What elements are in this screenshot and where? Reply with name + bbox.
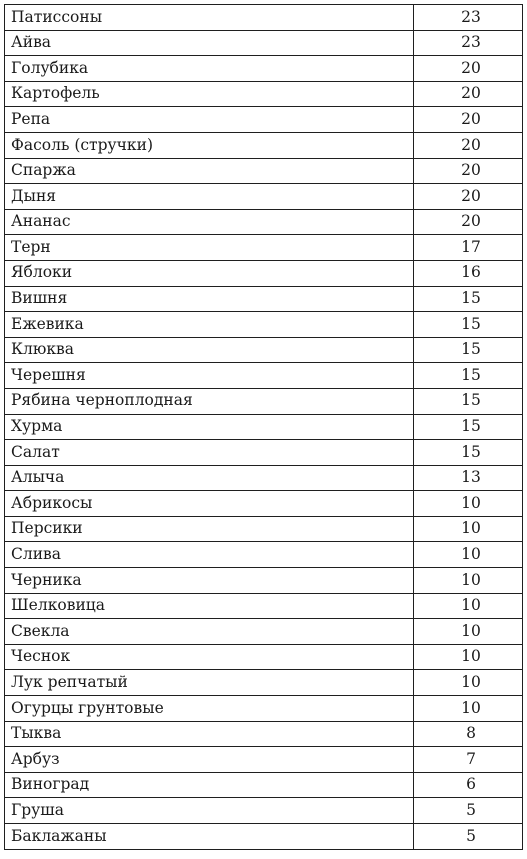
product-value-cell: 10 [414,593,523,619]
product-value-cell: 23 [414,5,523,31]
table-row [5,440,523,466]
product-value-cell: 10 [414,619,523,645]
table-row [5,337,523,363]
table-row [5,568,523,594]
product-name-cell: Фасоль (стручки) [5,132,414,158]
product-value-cell: 20 [414,184,523,210]
product-name-cell: Яблоки [5,260,414,286]
product-name-cell: Репа [5,107,414,133]
table-row [5,619,523,645]
table-row [5,363,523,389]
product-value-cell: 15 [414,312,523,338]
table-row [5,772,523,798]
product-name-cell: Виноград [5,772,414,798]
product-value-cell: 20 [414,107,523,133]
product-value-cell: 5 [414,798,523,824]
product-name-cell: Шелковица [5,593,414,619]
table-row [5,542,523,568]
product-name-cell: Черника [5,568,414,594]
product-name-cell: Ананас [5,209,414,235]
product-value-cell: 20 [414,132,523,158]
product-value-cell: 16 [414,260,523,286]
product-value-cell: 6 [414,772,523,798]
table-row [5,260,523,286]
product-value-cell: 15 [414,363,523,389]
product-value-cell: 20 [414,81,523,107]
product-name-cell: Слива [5,542,414,568]
product-value-cell: 15 [414,440,523,466]
product-name-cell: Вишня [5,286,414,312]
product-name-cell: Баклажаны [5,824,414,850]
table-row [5,81,523,107]
table-row [5,593,523,619]
product-value-cell: 10 [414,644,523,670]
product-value-cell: 10 [414,568,523,594]
product-value-cell: 15 [414,414,523,440]
product-name-cell: Дыня [5,184,414,210]
product-value-cell: 17 [414,235,523,261]
product-name-cell: Спаржа [5,158,414,184]
table-row [5,5,523,31]
product-value-cell: 20 [414,209,523,235]
product-name-cell: Терн [5,235,414,261]
product-name-cell: Чеснок [5,644,414,670]
table-row [5,747,523,773]
product-name-cell: Свекла [5,619,414,645]
product-value-cell: 10 [414,516,523,542]
product-value-cell: 10 [414,670,523,696]
table-row [5,30,523,56]
product-value-cell: 10 [414,542,523,568]
product-name-cell: Персики [5,516,414,542]
table-row [5,388,523,414]
product-value-cell: 20 [414,158,523,184]
table-row [5,644,523,670]
product-name-cell: Черешня [5,363,414,389]
table-row [5,696,523,722]
table-row [5,132,523,158]
product-name-cell: Ежевика [5,312,414,338]
product-name-cell: Клюква [5,337,414,363]
table-body [5,5,523,850]
table-row [5,312,523,338]
table-row [5,721,523,747]
product-name-cell: Огурцы грунтовые [5,696,414,722]
product-value-cell: 15 [414,388,523,414]
product-name-cell: Груша [5,798,414,824]
product-value-cell: 5 [414,824,523,850]
table-row [5,107,523,133]
product-value-cell: 15 [414,337,523,363]
table-row [5,209,523,235]
product-name-cell: Арбуз [5,747,414,773]
table-row [5,286,523,312]
product-value-cell: 10 [414,491,523,517]
product-value-cell: 13 [414,465,523,491]
product-value-cell: 15 [414,286,523,312]
table-row [5,414,523,440]
product-name-cell: Салат [5,440,414,466]
product-table [4,4,523,850]
product-name-cell: Патиссоны [5,5,414,31]
table-row [5,824,523,850]
product-name-cell: Картофель [5,81,414,107]
product-value-cell: 23 [414,30,523,56]
product-name-cell: Абрикосы [5,491,414,517]
table-row [5,516,523,542]
table-row [5,158,523,184]
table-row [5,235,523,261]
product-name-cell: Голубика [5,56,414,82]
table-row [5,798,523,824]
table-row [5,465,523,491]
product-value-cell: 20 [414,56,523,82]
product-name-cell: Айва [5,30,414,56]
product-name-cell: Лук репчатый [5,670,414,696]
product-name-cell: Рябина черноплодная [5,388,414,414]
product-value-cell: 7 [414,747,523,773]
table-row [5,491,523,517]
table-row [5,184,523,210]
product-value-cell: 8 [414,721,523,747]
product-name-cell: Хурма [5,414,414,440]
product-name-cell: Алыча [5,465,414,491]
table-row [5,56,523,82]
table-row [5,670,523,696]
product-name-cell: Тыква [5,721,414,747]
product-value-cell: 10 [414,696,523,722]
